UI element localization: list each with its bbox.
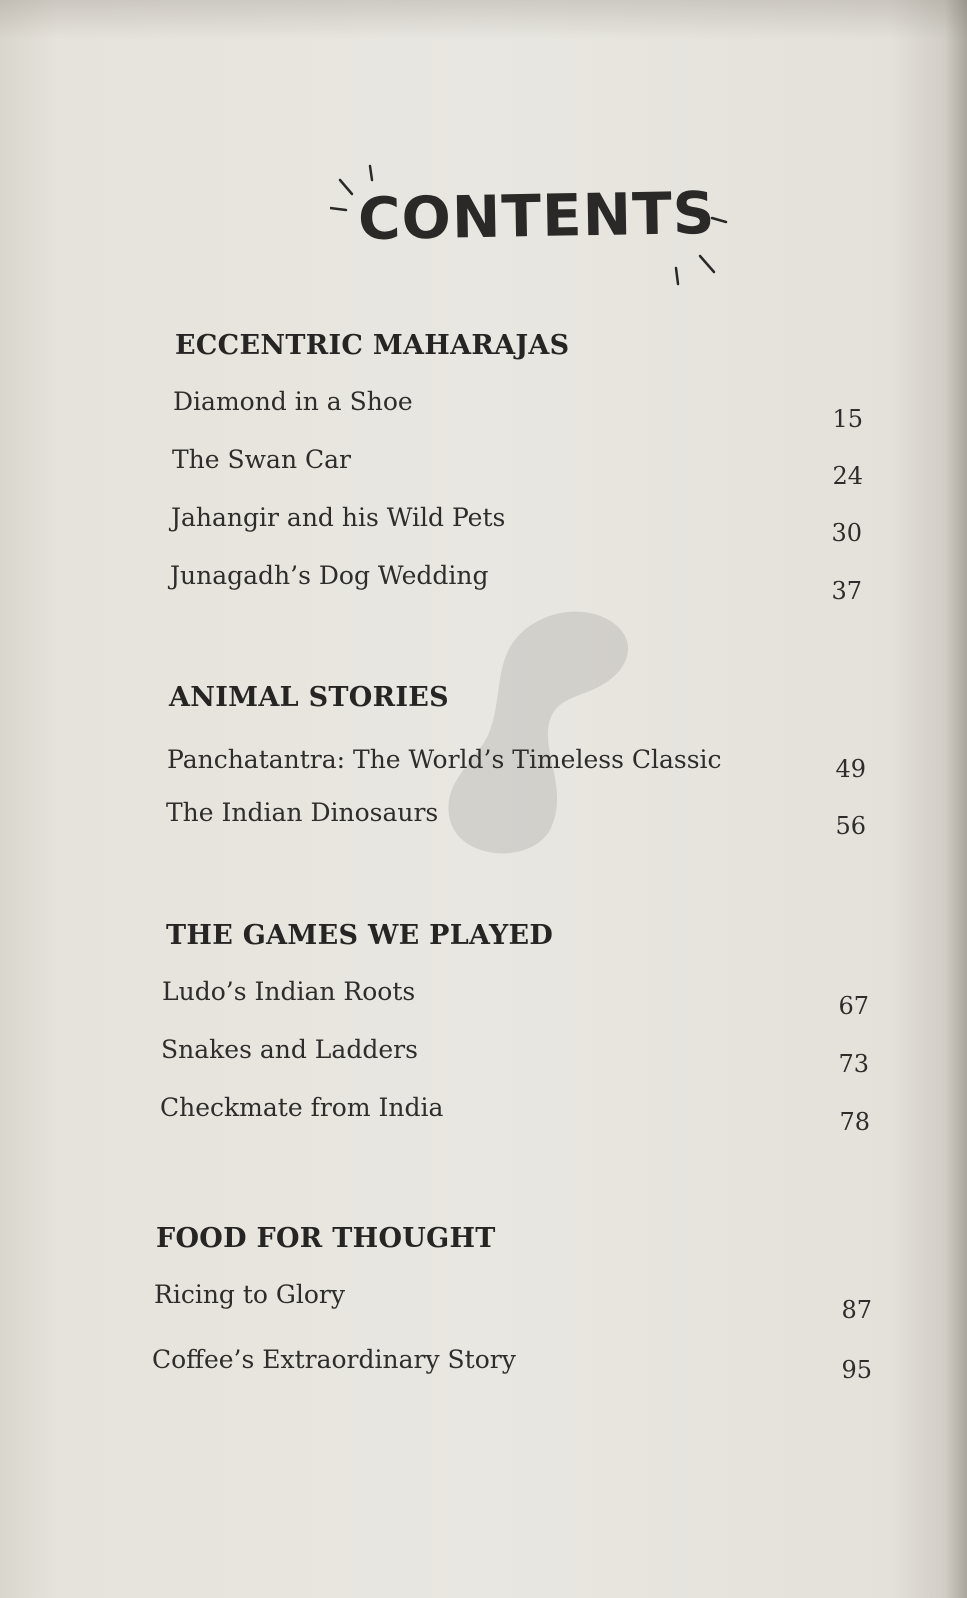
page-right-shadow xyxy=(945,0,967,1598)
toc-entry-page: 95 xyxy=(841,1356,872,1384)
toc-entry-page: 49 xyxy=(835,755,866,783)
toc-entry-title: Ludo’s Indian Roots xyxy=(162,977,416,1006)
toc-entry-page: 37 xyxy=(831,577,862,605)
toc-entry-page: 24 xyxy=(832,462,863,490)
page-top-shadow xyxy=(0,0,967,40)
toc-entry-title: The Swan Car xyxy=(172,445,351,474)
toc-entry-page: 67 xyxy=(838,992,869,1020)
toc-entry-page: 30 xyxy=(831,519,862,547)
toc-entry-title: Snakes and Ladders xyxy=(161,1035,418,1064)
toc-entry-title: Diamond in a Shoe xyxy=(173,387,413,416)
toc-entry-title: Ricing to Glory xyxy=(154,1280,346,1309)
section-heading: THE GAMES WE PLAYED xyxy=(166,920,554,951)
page-title: CONTENTS xyxy=(357,178,717,254)
toc-entry-page: 87 xyxy=(841,1296,872,1324)
toc-entry-page: 78 xyxy=(839,1108,870,1136)
toc-entry-title: Panchatantra: The World’s Timeless Classic xyxy=(167,745,722,774)
section-heading: ECCENTRIC MAHARAJAS xyxy=(175,330,570,361)
toc-entry-page: 73 xyxy=(838,1050,869,1078)
bleed-through-illustration xyxy=(420,600,650,870)
section-heading: ANIMAL STORIES xyxy=(169,682,449,713)
toc-entry-title: The Indian Dinosaurs xyxy=(166,798,439,827)
toc-entry-page: 56 xyxy=(835,812,866,840)
contents-title-block xyxy=(330,160,750,300)
toc-entry-title: Jahangir and his Wild Pets xyxy=(171,503,506,532)
toc-entry-title: Coffee’s Extraordinary Story xyxy=(152,1345,516,1374)
toc-entry-title: Checkmate from India xyxy=(160,1093,444,1122)
toc-entry-title: Junagadh’s Dog Wedding xyxy=(170,561,489,590)
toc-entry-page: 15 xyxy=(832,405,863,433)
section-heading: FOOD FOR THOUGHT xyxy=(156,1223,496,1254)
